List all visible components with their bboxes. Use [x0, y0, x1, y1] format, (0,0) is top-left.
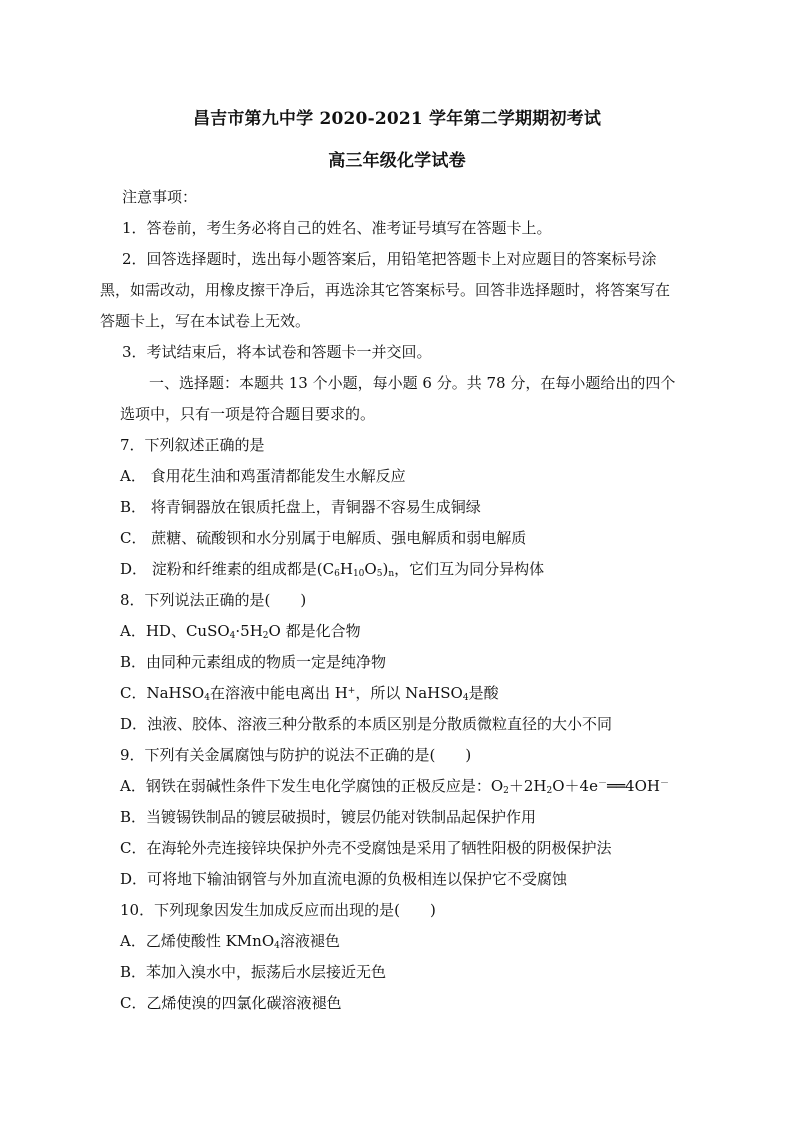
- text: 在溶液中能电离出 H: [209, 684, 348, 702]
- text: ，所以 NaHSO: [355, 684, 463, 702]
- text: C．NaHSO: [120, 684, 205, 702]
- text: O 都是化合物: [268, 622, 361, 640]
- question-9-option-d: D．可将地下输油钢管与外加直流电源的负极相连以保护它不受腐蚀: [120, 870, 568, 888]
- question-9-option-b: B．当镀锡铁制品的镀层破损时，镀层仍能对铁制品起保护作用: [120, 808, 537, 826]
- text: 是酸: [468, 684, 499, 702]
- text: ，它们互为同分异构体: [394, 560, 545, 578]
- section-heading-cont: 选项中，只有一项是符合题目要求的。: [120, 405, 376, 423]
- subscript: 2: [503, 786, 509, 796]
- question-8-option-d: D．浊液、胶体、溶液三种分散系的本质区别是分散质微粒直径的大小不同: [120, 715, 613, 733]
- section-heading: 一、选择题：本题共 13 个小题，每小题 6 分。共 78 分，在每小题给出的四个: [149, 374, 676, 392]
- notice-heading: 注意事项：: [122, 188, 198, 206]
- question-7-option-d: [100, 554, 710, 585]
- subscript: 4: [229, 631, 236, 641]
- question-9-stem: 9．下列有关金属腐蚀与防护的说法不正确的是( ): [120, 746, 472, 764]
- exam-title: 昌吉市第九中学 2020-2021 学年第二学期期初考试: [192, 109, 602, 129]
- question-10-option-c: C．乙烯使溴的四氯化碳溶液褪色: [120, 994, 342, 1012]
- superscript: －: [597, 779, 607, 789]
- question-8-option-b: B．由同种元素组成的物质一定是纯净物: [120, 653, 387, 671]
- question-10-option-a: [100, 926, 710, 957]
- notice-item: 3．考试结束后，将本试卷和答题卡一并交回。: [122, 343, 432, 361]
- text: ·5H: [235, 622, 263, 640]
- exam-subtitle: 高三年级化学试卷: [328, 151, 466, 171]
- subscript: 2: [262, 631, 269, 641]
- question-9-option-a: [100, 771, 710, 802]
- notice-item: 黑，如需改动，用橡皮擦干净后，再选涂其它答案标号。回答非选择题时，将答案写在: [100, 281, 671, 299]
- text: A．HD、CuSO: [120, 622, 230, 640]
- question-7-option-a: A． 食用花生油和鸡蛋清都能发生水解反应: [120, 467, 406, 485]
- subscript: 2: [546, 786, 553, 796]
- notice-item: 答题卡上，写在本试卷上无效。: [100, 312, 311, 330]
- subscript: 4: [274, 941, 280, 951]
- subscript: 6: [334, 569, 340, 579]
- superscript: －: [659, 779, 669, 789]
- text: A．乙烯使酸性 KMnO: [120, 932, 275, 950]
- text: ): [382, 560, 389, 578]
- notice-item: 1．答卷前，考生务必将自己的姓名、准考证号填写在答题卡上。: [122, 219, 552, 237]
- question-7-stem: 7．下列叙述正确的是: [120, 436, 265, 454]
- text: 溶液褪色: [279, 932, 340, 950]
- text: D． 淀粉和纤维素的组成都是(C: [120, 560, 335, 578]
- question-9-option-c: C．在海轮外壳连接锌块保护外壳不受腐蚀是采用了牺牲阳极的阴极保护法: [120, 839, 612, 857]
- subscript: 5: [376, 569, 383, 579]
- question-7-option-c: C． 蔗糖、硫酸钡和水分别属于电解质、强电解质和弱电解质: [120, 529, 527, 547]
- subscript: n: [388, 569, 395, 579]
- text: ＋2H: [508, 777, 547, 795]
- notice-item: 2．回答选择题时，选出每小题答案后，用铅笔把答题卡上对应题目的答案标号涂: [122, 250, 657, 268]
- question-8-stem: 8．下列说法正确的是( ): [120, 591, 307, 609]
- question-8-option-a: [100, 616, 710, 647]
- subscript: 10: [352, 569, 365, 579]
- question-10-stem: 10．下列现象因发生加成反应而出现的是( ): [120, 901, 436, 919]
- text: O＋4e: [552, 777, 598, 795]
- question-8-option-c: [100, 678, 710, 709]
- subscript: 4: [462, 693, 469, 703]
- subscript: 4: [204, 693, 210, 703]
- superscript: +: [347, 686, 356, 696]
- text: A．钢铁在弱碱性条件下发生电化学腐蚀的正极反应是：O: [120, 777, 504, 795]
- question-10-option-b: B．苯加入溴水中，振荡后水层接近无色: [120, 963, 387, 981]
- question-7-option-b: B． 将青铜器放在银质托盘上，青铜器不容易生成铜绿: [120, 498, 481, 516]
- text: ══4OH: [606, 777, 660, 795]
- text: H: [339, 560, 353, 578]
- exam-body: [100, 182, 710, 1019]
- text: O: [364, 560, 377, 578]
